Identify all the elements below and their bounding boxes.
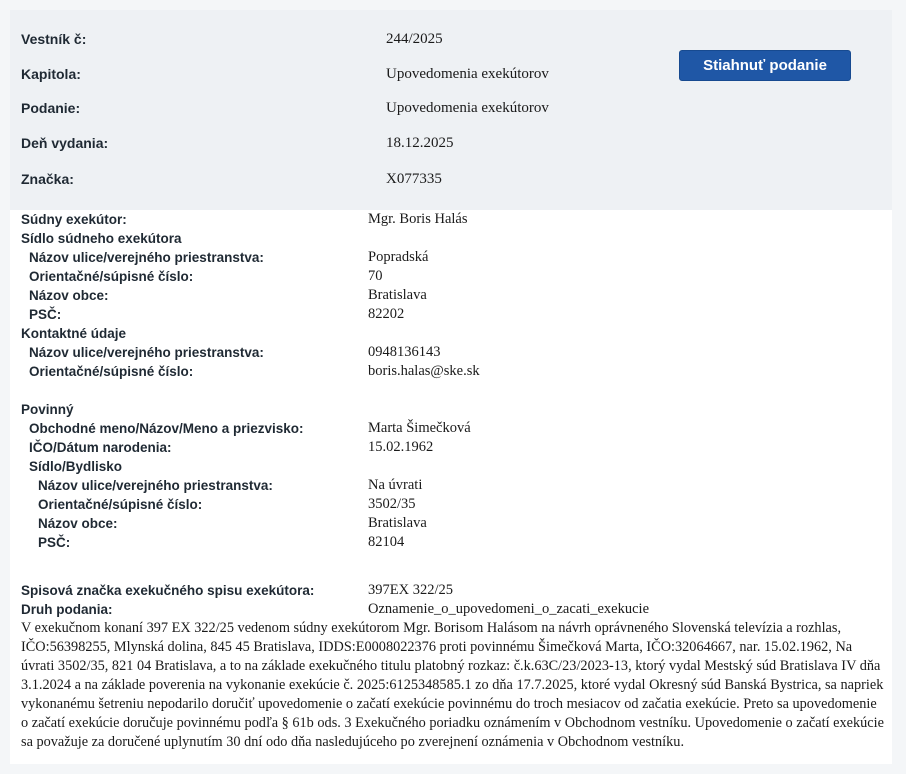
row-kontakt-street: [21, 343, 886, 362]
row-sidlo-city: [21, 286, 886, 305]
povinny-heading: Povinný: [21, 402, 74, 417]
row-sidlo-psc: [21, 305, 886, 324]
sidlo-street-label: Názov ulice/verejného priestranstva:: [29, 250, 264, 265]
row-bydlisko-city: [21, 514, 886, 533]
kontakt-phone-value: 0948136143: [368, 344, 441, 360]
row-kontakt-heading: [21, 324, 886, 343]
row-druh: [21, 600, 886, 619]
znacka-value: X077335: [386, 171, 442, 187]
row-sidlo-heading: [21, 229, 886, 248]
sidlo-city-value: Bratislava: [368, 287, 427, 303]
kapitola-label: Kapitola:: [21, 66, 81, 82]
bydlisko-city-label: Názov obce:: [38, 516, 118, 531]
spis-label: Spisová značka exekučného spisu exekútora:: [21, 583, 315, 598]
druh-value: Oznamenie_o_upovedomeni_o_zacati_exekucie: [368, 601, 650, 617]
povinny-ico-label: IČO/Dátum narodenia:: [29, 440, 172, 455]
sidlo-city-label: Názov obce:: [29, 288, 109, 303]
row-bydlisko-number: [21, 495, 886, 514]
den-vydania-label: Deň vydania:: [21, 135, 109, 151]
row-bydlisko-psc: [21, 533, 886, 552]
znacka-label: Značka:: [21, 171, 74, 187]
sidlo-heading: Sídlo súdneho exekútora: [21, 231, 182, 246]
bydlisko-number-value: 3502/35: [368, 496, 416, 512]
row-povinny-ico: [21, 438, 886, 457]
vestnik-value: 244/2025: [386, 31, 443, 47]
notice-header: [10, 10, 892, 210]
row-bydlisko-heading: [21, 457, 886, 476]
sidlo-number-label: Orientačné/súpisné číslo:: [29, 269, 194, 284]
header-row-vestnik: [21, 31, 671, 51]
sidlo-psc-value: 82202: [368, 306, 405, 322]
exekutor-value: Mgr. Boris Halás: [368, 211, 468, 227]
row-sidlo-number: [21, 267, 886, 286]
povinny-name-label: Obchodné meno/Názov/Meno a priezvisko:: [29, 421, 304, 436]
sidlo-street-value: Popradská: [368, 249, 429, 265]
row-spis: [21, 581, 886, 600]
bydlisko-city-value: Bratislava: [368, 515, 427, 531]
kontakt-heading: Kontaktné údaje: [21, 326, 127, 341]
notice-panel: [10, 10, 892, 764]
sidlo-psc-label: PSČ:: [29, 307, 62, 322]
bydlisko-psc-value: 82104: [368, 534, 405, 550]
bydlisko-street-value: Na úvrati: [368, 477, 423, 493]
kontakt-number-label: Orientačné/súpisné číslo:: [29, 364, 194, 379]
podanie-label: Podanie:: [21, 100, 81, 116]
notice-text: V exekučnom konaní 397 EX 322/25 vedenom súdny exekútorom Mgr. Borisom Halásom na návrh oprávneného Slovenská televízia a rozhlas, IČO:56398255, Mlynská dolina, 845 45 Bratislava, IDDS:E0008022376 proti povinnému Šimečková Marta, IČO:32064667, nar. 15.02.1962, Na úvrati 3502/35, 821 04 Bratislava, a to na základe exekučného titulu platobný rozkaz: č.k.63C/23/2023-13, ktorý vydal Mestský súd Bratislava IV dňa 3.1.2024 a na základe poverenia na vykonanie exekúcie č. 2025:6125348585.1 zo dňa 17.7.2025, ktoré vydal Okresný súd Banská Bystrica, sa napriek vykonanému šetreniu nepodarilo doručiť upovedomenie o začatí exekúcie povinnému do troch mesiacov od začatia exekúcie. Preto sa upovedomenie o začatí exekúcie doručuje povinnému podľa § 61b ods. 3 Exekučného poriadku oznámením v Obchodnom vestníku. Upovedomenie o začatí exekúcie sa považuje za doručené uplynutím 30 dní odo dňa nasledujúceho po zverejnení oznámenia v Obchodnom vestníku.: [21, 620, 884, 750]
header-row-znacka: [21, 171, 671, 191]
den-vydania-value: 18.12.2025: [386, 135, 454, 151]
podanie-value: Upovedomenia exekútorov: [386, 100, 549, 116]
download-submission-button[interactable]: Stiahnuť podanie: [679, 50, 851, 81]
kapitola-value: Upovedomenia exekútorov: [386, 66, 549, 82]
bydlisko-psc-label: PSČ:: [38, 535, 71, 550]
bydlisko-heading: Sídlo/Bydlisko: [29, 459, 123, 474]
bydlisko-number-label: Orientačné/súpisné číslo:: [38, 497, 203, 512]
kontakt-email-value: boris.halas@ske.sk: [368, 363, 480, 379]
kontakt-street-label: Názov ulice/verejného priestranstva:: [29, 345, 264, 360]
row-sidlo-street: [21, 248, 886, 267]
header-row-den-vydania: [21, 135, 671, 155]
row-exekutor: [21, 210, 886, 229]
row-bydlisko-street: [21, 476, 886, 495]
row-povinny-name: [21, 419, 886, 438]
row-povinny-heading: [21, 400, 886, 419]
povinny-name-value: Marta Šimečková: [368, 420, 471, 436]
header-row-kapitola: [21, 66, 671, 86]
povinny-ico-value: 15.02.1962: [368, 439, 434, 455]
row-kontakt-number: [21, 362, 886, 381]
druh-label: Druh podania:: [21, 602, 113, 617]
exekutor-label: Súdny exekútor:: [21, 212, 127, 227]
header-row-podanie: [21, 100, 671, 120]
vestnik-label: Vestník č:: [21, 31, 87, 47]
spis-value: 397EX 322/25: [368, 582, 453, 598]
bydlisko-street-label: Názov ulice/verejného priestranstva:: [38, 478, 273, 493]
sidlo-number-value: 70: [368, 268, 383, 284]
